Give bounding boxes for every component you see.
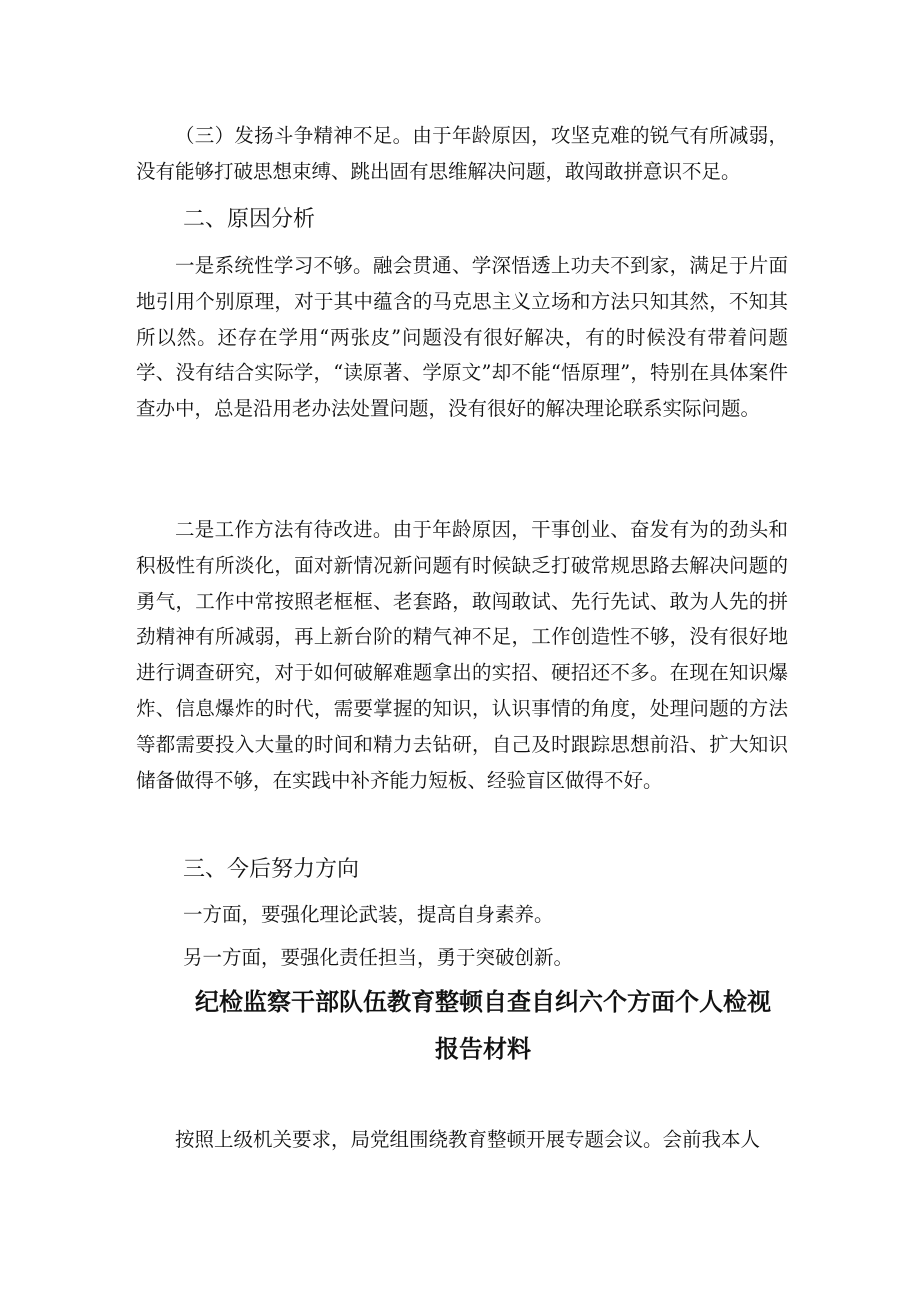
section-heading-future-direction: 三、今后努力方向 [183, 857, 360, 882]
paragraph-cause-two: 二是工作方法有待改进。由于年龄原因，干事创业、奋发有为的劲头和积极性有所淡化，面对新情况新问题有时候缺乏打破常规思路去解决问题的勇气，工作中常按照老框框、老套路，敢闯敢试、先行先试、敢为人先的拼劲精神有所减弱，再上新台阶的精气神不足，工作创造性不够，没有很好地进行调查研究，对于如何破解难题拿出的实招、硬招还不多。在现在知识爆炸、信息爆炸的时代，需要掌握的知识，认识事情的角度，处理问题的方法等都需要投入大量的时间和精力去钻研，自己及时跟踪思想前沿、扩大知识储备做得不够，在实践中补齐能力短板、经验盲区做得不好。 [136, 518, 788, 792]
report-title-line-one: 纪检监察干部队伍教育整顿自查自纠六个方面个人检视 [195, 988, 771, 1016]
direction-line-one: 一方面，要强化理论武装，提高自身素养。 [183, 903, 554, 926]
direction-line-two: 另一方面，要强化责任担当，勇于突破创新。 [183, 946, 574, 969]
section-heading-cause-analysis: 二、原因分析 [183, 207, 316, 232]
paragraph-cause-one: 一是系统性学习不够。融会贯通、学深悟透上功夫不到家，满足于片面地引用个别原理，对于其中蕴含的马克思主义立场和方法只知其然，不知其所以然。还存在学用“两张皮”问题没有很好解决，有的时候没有带着问题学、没有结合实际学，“读原著、学原文”却不能“悟原理”，特别在具体案件查办中，总是沿用老办法处置问题，没有很好的解决理论联系实际问题。 [136, 254, 788, 421]
paragraph-item-three: （三）发扬斗争精神不足。由于年龄原因，攻坚克难的锐气有所减弱，没有能够打破思想束缚、跳出固有思维解决问题，敢闯敢拼意识不足。 [136, 124, 788, 183]
report-title-line-two: 报告材料 [435, 1035, 531, 1063]
paragraph-opening: 按照上级机关要求，局党组围绕教育整顿开展专题会议。会前我本人 [175, 1128, 761, 1151]
